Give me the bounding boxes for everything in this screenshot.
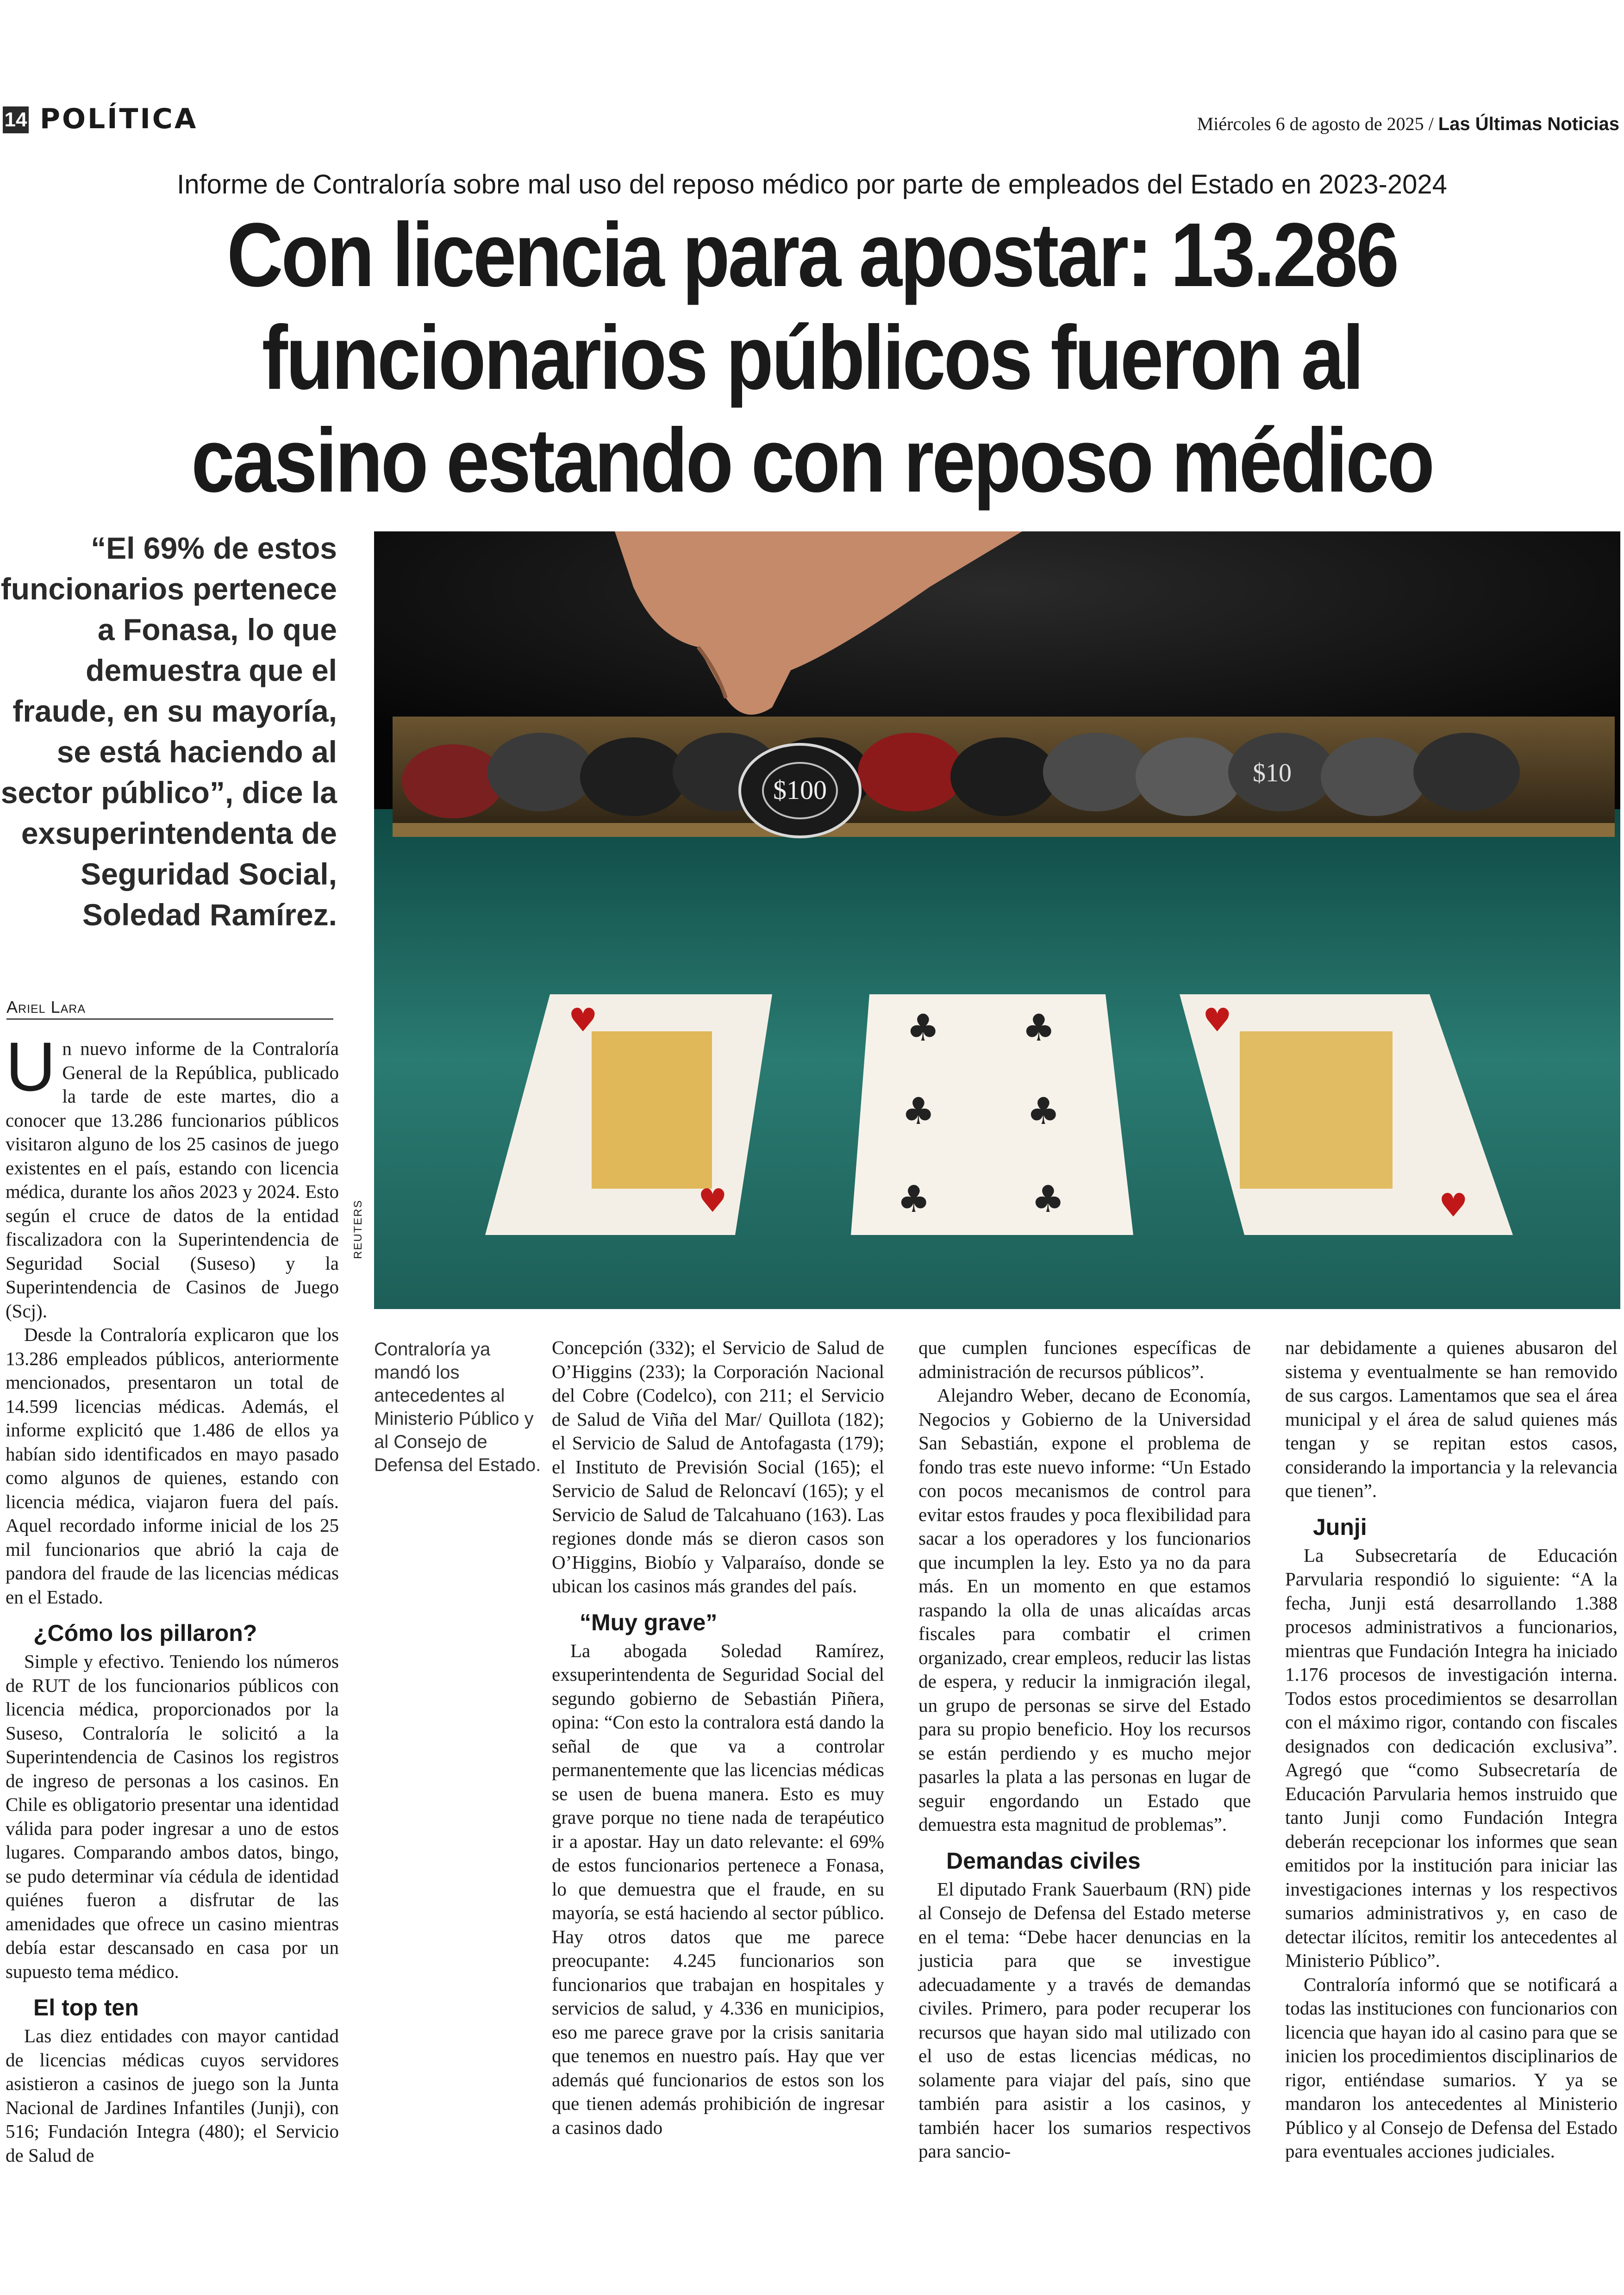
subheading: Demandas civiles — [946, 1847, 1141, 1874]
subheading: Junji — [1313, 1514, 1367, 1540]
chip-label-10: $10 — [1253, 759, 1292, 787]
paragraph: que cumplen funciones específicas de administración de recursos públicos”. — [918, 1337, 1251, 1382]
paragraph: n nuevo informe de la Contraloría General de la República, publicado la tarde de este martes, dio a conocer que 13.286 funcionarios públicos visitaron alguno de los 25 casinos de juego existentes en el país, estando con licencia médica, durante los años 2023 y 2024. Esto según el cruce de datos de la entidad fiscalizadora con la Superintendencia de Seguridad Social (Suseso) y la Superintendencia de Casinos de Juego (Scj). — [6, 1038, 339, 1322]
issue-date: Miércoles 6 de agosto de 2025 — [1197, 113, 1424, 134]
pull-quote: “El 69% de estos funcionarios pertenece a Fonasa, lo que demuestra que el fraude, en su mayoría, se está haciendo al sector público”, dice la exsuperintendenta de Seguridad Social, Soledad Ramírez. — [0, 531, 337, 932]
paragraph: Simple y efectivo. Teniendo los números de RUT de los funcionarios públicos con licencia médica, proporcionados por la Suseso, Contraloría le solicitó a la Superintendencia de Casinos los registros de ingreso de personas a los casinos. En Chile es obligatorio presentar una identidad válida para poder ingresar a uno de estos lugares. Comparando ambos datos, bingo, se pudo determinar vía cédula de identidad quiénes fueron a disfrutar de las amenidades que ofrece un casino mientras debía estar descansado en casa por un supuesto tema médico. — [6, 1651, 339, 1982]
paragraph: Concepción (332); el Servicio de Salud de O’Higgins (233); la Corporación Nacional del Cobre (Codelco), con 211; el Servicio de Salud de Viña del Mar/ Quillota (182); el Servicio de Salud de Antofagasta (179); el Instituto de Previsión Social (165); el Servicio de Salud de Reloncaví (165); y el Servicio de Salud de Talcahuano (163). Las regiones donde más se dieron casos son O’Higgins, Biobío y Valparaíso, donde se ubican los casinos más grandes del país. — [552, 1337, 884, 1597]
subheading: “Muy grave” — [580, 1609, 718, 1635]
subheading: El top ten — [33, 1995, 139, 2021]
article-kicker: Informe de Contraloría sobre mal uso del reposo médico por parte de empleados del Estado en 2023-2024 — [177, 169, 1447, 200]
paragraph: Desde la Contraloría explicaron que los 13.286 empleados públicos, anteriormente mencionados, presentaron un total de 14.599 licencias médicas. Además, el informe explicitó que 1.486 de ellos ya habían sido identificados en mayo pasado como algunos de quienes, estando con licencia médica, viajaron fuera del país. Aquel recordado informe inicial de los 25 mil funcionarios que abrió la caja de pandora del fraude de las licencias médicas en el Estado. — [6, 1324, 339, 1608]
svg-text:♥: ♥ — [698, 1182, 727, 1220]
paragraph: Alejandro Weber, decano de Economía, Negocios y Gobierno de la Universidad San Sebastián, expone el problema de fondo tras este nuevo informe: “Un Estado con pocos mecanismos de control para evitar estos fraudes y poca flexibilidad para sacar a los operadores y los funcionarios que incumplen la ley. Esto ya no da para más. En un momento en que estamos raspando la olla de unas alicaídas arcas fiscales para combatir el crimen organizado, crear empleos, reducir las listas de espera, y reducir la inmigración ilegal, un grupo de personas se sirve del Estado para su propio beneficio. Hoy los recursos se están perdiendo y es mucho mejor pasarles la plata a las personas en lugar de seguir engordando un Estado que demuestra esta magnitud de problemas”. — [918, 1384, 1251, 1835]
dateline-separator: / — [1428, 113, 1434, 134]
newspaper-name: Las Últimas Noticias — [1438, 114, 1619, 134]
article-column-3 — [918, 1336, 1251, 2164]
svg-text:♣: ♣ — [897, 1178, 931, 1221]
svg-text:♥: ♥ — [568, 1001, 598, 1039]
svg-text:♣: ♣ — [1031, 1178, 1065, 1221]
subheading: ¿Cómo los pillaron? — [33, 1620, 257, 1646]
paragraph: La Subsecretaría de Educación Parvularia respondió lo siguiente: “A la fecha, Junji está desarrollando 1.388 procesos administrativos a funcionarios, mientras que Fundación Integra ha iniciado 1.176 procesos de investigación interna. Todos estos procedimientos se desarrollan con el máximo rigor, contando con fiscales designados con dedicación exclusiva”. Agregó que “como Subsecretaría de Educación Parvularia hemos instruido que tanto Junji como Fundación Integra deberán recepcionar los informes que sean emitidos por la institución para iniciar las investigaciones internas y los respectivos sumarios administrativos y, en caso de detectar ilícitos, remitir los antecedentes al Ministerio Público”. — [1285, 1544, 1618, 1971]
article-column-1 — [6, 1028, 339, 2167]
svg-text:♣: ♣ — [1022, 1006, 1056, 1049]
article-column-4 — [1285, 1336, 1618, 2164]
svg-text:♣: ♣ — [906, 1006, 940, 1049]
article-column-2 — [552, 1336, 884, 2139]
svg-text:♣: ♣ — [902, 1090, 935, 1133]
photo-credit: REUTERS — [352, 1199, 364, 1259]
paragraph: La abogada Soledad Ramírez, exsuperintendenta de Seguridad Social del segundo gobierno de Sebastián Piñera, opina: “Con esto la contralora está dando la señal de que va a controlar permanentemente que las licencias médicas se usen de buena manera. Esto es muy grave porque no tiene nada de terapéutico ir a apostar. Hay un dato relevante: el 69% de estos funcionarios pertenece a Fonasa, lo que demuestra que el fraude, en su mayoría, se está haciendo al sector público. Hay otros datos que me parece preocupante: 4.245 funcionarios son funcionarios que trabajan en hospitales y servicios de salud, y 4.336 en municipios, eso me parece grave por la crisis sanitaria que tenemos en nuestro país. Hay que ver además qué funcionarios de estos son los que tienen además prohibición de ingresar a casinos dado — [552, 1640, 884, 2138]
svg-text:♥: ♥ — [1203, 1001, 1232, 1039]
svg-text:♥: ♥ — [1439, 1186, 1468, 1224]
page-number: 14 — [3, 106, 29, 133]
paragraph: Contraloría informó que se notificará a todas las instituciones con funcionarios con licencia que hayan ido al casino para que se inicien los procedimientos disciplinarios de rigor, entiéndase sumarios. Y ya se mandaron los antecedentes al Ministerio Público y al Consejo de Defensa del Estado para eventuales acciones judiciales. — [1285, 1973, 1618, 2162]
section-title: POLÍTICA — [40, 103, 198, 135]
paragraph: El diputado Frank Sauerbaum (RN) pide al Consejo de Defensa del Estado meterse en el tema: “Debe hacer denuncias en la justicia para que se investigue adecuadamente y a través de demandas civiles. Primero, para poder recuperar los recursos que hayan sido mal utilizado con el uso de estas licencias médicas, no solamente para viajar del país, sino que también para asistir a los casinos, y también hacer los sumarios respectivos para sancio- — [918, 1878, 1251, 2162]
dateline — [1197, 113, 1619, 135]
casino-photo — [374, 531, 1620, 1309]
playing-cards — [485, 994, 1513, 1235]
held-chip — [740, 744, 860, 837]
paragraph: nar debidamente a quienes abusaron del sistema y eventualmente se han removido de sus cargos. Lamentamos que sea el área municipal y el área de salud quienes más tengan y se repitan estos casos, considerando la importancia y la relevancia que tienen”. — [1285, 1337, 1618, 1501]
article-headline: Con licencia para apostar: 13.286 funcionarios públicos fueron al casino estando con reposo médico — [191, 204, 1433, 511]
dropcap: U — [6, 1028, 56, 1105]
byline-divider — [6, 1018, 333, 1020]
photo-caption: Contraloría ya mandó los antecedentes al Ministerio Público y al Consejo de Defensa del Estado. — [374, 1339, 541, 1475]
byline: Ariel Lara — [6, 998, 86, 1017]
paragraph: Las diez entidades con mayor cantidad de licencias médicas cuyos servidores asistieron a casinos de juego son la Junta Nacional de Jardines Infantiles (Junji), con 516; Fundación Integra (480); el Servicio de Salud de — [6, 2025, 339, 2166]
svg-text:♣: ♣ — [1027, 1090, 1060, 1133]
chip-label-100: $100 — [773, 775, 827, 805]
